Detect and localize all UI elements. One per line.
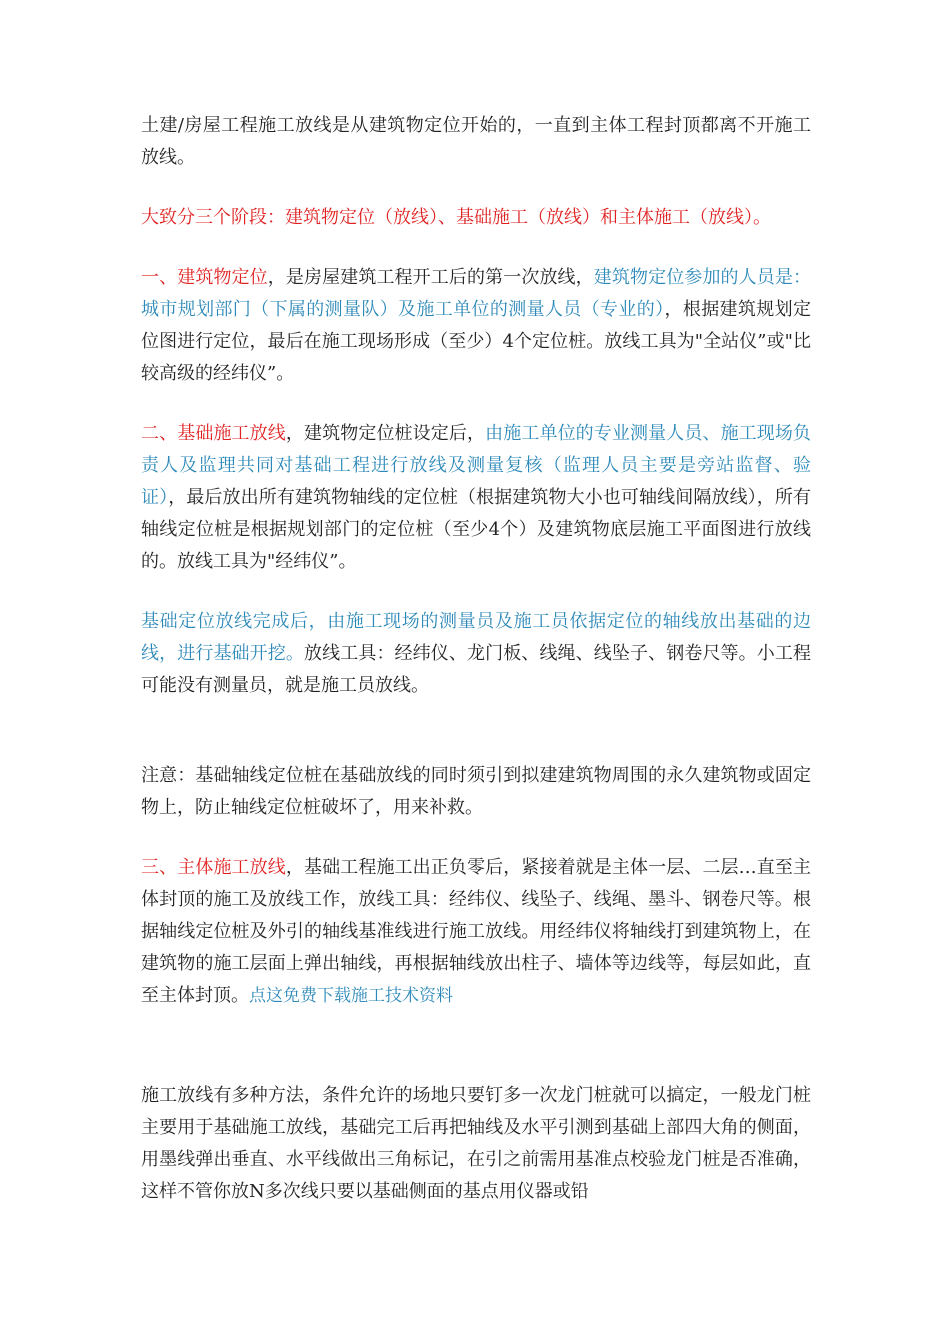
final-text: 施工放线有多种方法，条件允许的场地只要钉多一次龙门桩就可以搞定，一般龙门桩主要用于基础施工放线，基础完工后再把轴线及水平引测到基础上部四大角的侧面，用墨线弹出垂直、水平线做出三角标记，在引之前需用基准点校验龙门桩是否准确，这样不管你放N多次线只要以基础侧面的基点用仪器或铅 xyxy=(141,1085,811,1202)
section-3-heading: 三、主体施工放线 xyxy=(141,857,286,878)
section-1-heading: 一、建筑物定位 xyxy=(141,267,268,288)
section-2-heading: 二、基础施工放线 xyxy=(141,423,286,444)
stages-text: 大致分三个阶段：建筑物定位（放线）、基础施工（放线）和主体施工（放线）。 xyxy=(141,207,771,228)
intro-text: 土建/房屋工程施工放线是从建筑物定位开始的，一直到主体工程封顶都离不开施工放线。 xyxy=(141,115,811,168)
section-3-paragraph xyxy=(141,852,811,1012)
download-link[interactable]: 点这免费下载施工技术资料 xyxy=(249,986,453,1006)
foundation-text: 放线工具：经纬仪、龙门板、线绳、线坠子、钢卷尺等。小工程可能没有测量员，就是施工员放线。 xyxy=(141,643,811,696)
foundation-highlight: 基础定位放线完成后，由施工现场的测量员及施工员依据定位的轴线放出基础的边线，进行基础开挖。 xyxy=(141,611,811,664)
section-2-paragraph xyxy=(141,418,811,578)
stages-paragraph xyxy=(141,202,811,234)
section-1-paragraph xyxy=(141,262,811,390)
section-1-text-b: ，根据建筑规划定位图进行定位，最后在施工现场形成（至少）4个定位桩。放线工具为"全站仪”或"比较高级的经纬仪”。 xyxy=(141,299,811,384)
note-text: 注意：基础轴线定位桩在基础放线的同时须引到拟建建筑物周围的永久建筑物或固定物上，防止轴线定位桩破坏了，用来补救。 xyxy=(141,765,811,818)
note-paragraph xyxy=(141,760,811,824)
document-body xyxy=(141,110,811,1208)
section-3-text: ，基础工程施工出正负零后，紧接着就是主体一层、二层…直至主体封顶的施工及放线工作，放线工具：经纬仪、线坠子、线绳、墨斗、钢卷尺等。根据轴线定位桩及外引的轴线基准线进行施工放线。用经纬仪将轴线打到建筑物上，在建筑物的施工层面上弹出轴线，再根据轴线放出柱子、墙体等边线等，每层如此，直至主体封顶。 xyxy=(141,857,811,1006)
section-1-highlight: 建筑物定位参加的人员是：城市规划部门（下属的测量队）及施工单位的测量人员（专业的） xyxy=(141,267,812,320)
final-paragraph xyxy=(141,1080,811,1208)
foundation-layout-paragraph xyxy=(141,606,811,702)
section-2-text-a: ，建筑物定位桩设定后， xyxy=(285,423,486,444)
section-2-highlight: 由施工单位的专业测量人员、施工现场负责人及监理共同对基础工程进行放线及测量复核（监理人员主要是旁站监督、验证） xyxy=(141,423,812,508)
section-2-text-b: ，最后放出所有建筑物轴线的定位桩（根据建筑物大小也可轴线间隔放线），所有轴线定位桩是根据规划部门的定位桩（至少4个）及建筑物底层施工平面图进行放线的。放线工具为"经纬仪”。 xyxy=(141,487,811,572)
intro-paragraph xyxy=(141,110,811,174)
section-1-text-a: ，是房屋建筑工程开工后的第一次放线， xyxy=(267,267,594,288)
